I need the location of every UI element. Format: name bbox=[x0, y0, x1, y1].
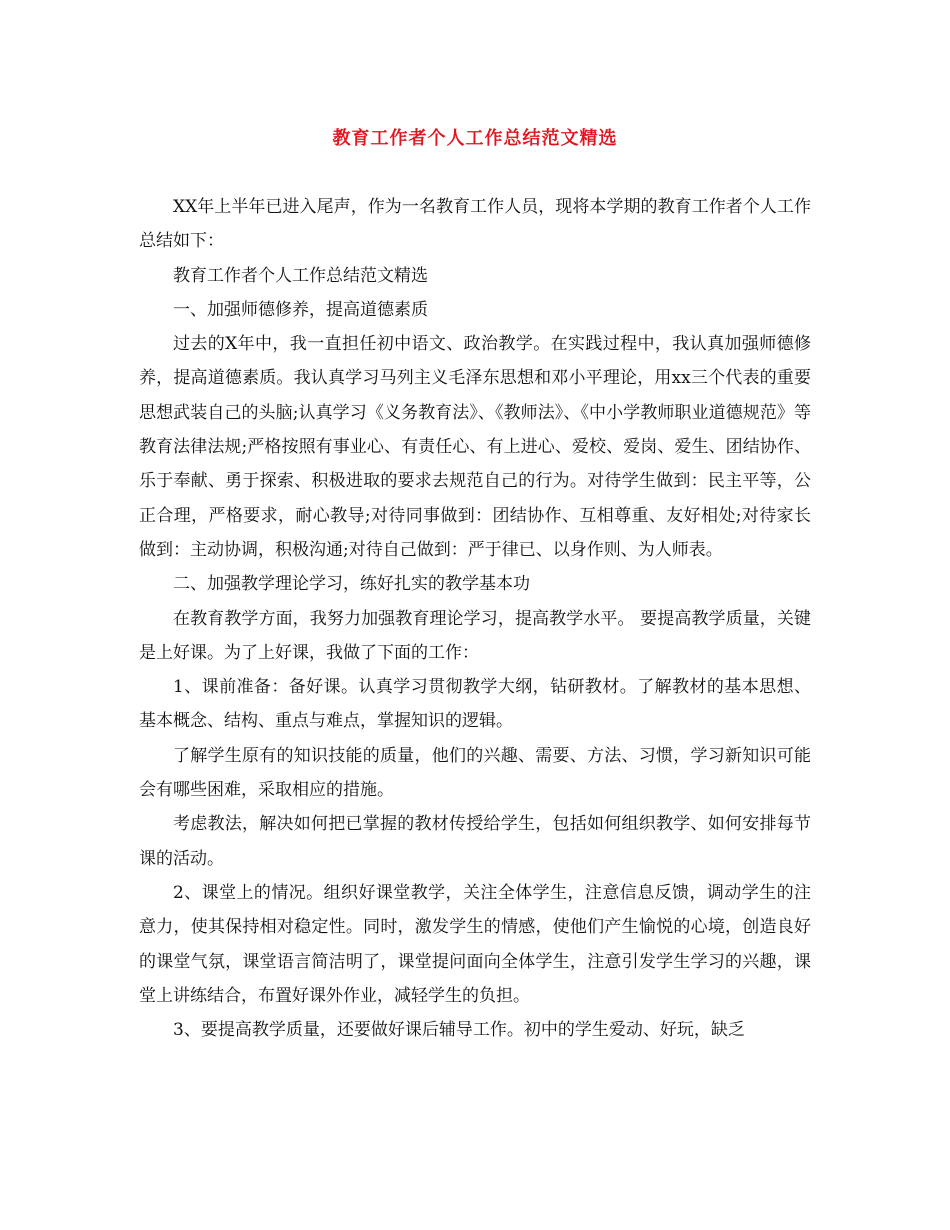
body-paragraph: 考虑教法，解决如何把已掌握的教材传授给学生，包括如何组织教学、如何安排每节课的活动。 bbox=[139, 814, 811, 869]
section-heading-2: 二、加强教学理论学习，练好扎实的教学基本功 bbox=[173, 574, 530, 595]
body-paragraph: 1、课前准备：备好课。认真学习贯彻教学大纲，钻研教材。了解教材的基本思想、基本概念、结构、重点与难点，掌握知识的逻辑。 bbox=[139, 677, 811, 732]
body-paragraph: 2、课堂上的情况。组织好课堂教学，关注全体学生，注意信息反馈，调动学生的注意力，使其保持相对稳定性。同时，激发学生的情感，使他们产生愉悦的心境，创造良好的课堂气氛，课堂语言简洁明了，课堂提问面向全体学生，注意引发学生学习的兴趣，课堂上讲练结合，布置好课外作业，减轻学生的负担。 bbox=[139, 882, 811, 1006]
body-paragraph: 3、要提高教学质量，还要做好课后辅导工作。初中的学生爱动、好玩，缺乏 bbox=[173, 1020, 745, 1041]
intro-paragraph: XX年上半年已进入尾声，作为一名教育工作人员，现将本学期的教育工作者个人工作总结如下： bbox=[139, 197, 811, 252]
document-title: 教育工作者个人工作总结范文精选 bbox=[332, 128, 618, 149]
section-heading-1: 一、加强师德修养，提高道德素质 bbox=[173, 299, 428, 320]
document-body bbox=[139, 190, 811, 1047]
body-paragraph: 过去的X年中，我一直担任初中语文、政治教学。在实践过程中，我认真加强师德修养，提高道德素质。我认真学习马列主义毛泽东思想和邓小平理论，用xx三个代表的重要思想武装自己的头脑;认真学习《义务教育法》、《教师法》、《中小学教师职业道德规范》等教育法律法规;严格按照有事业心、有责任心、有上进心、爱校、爱岗、爱生、团结协作、乐于奉献、勇于探索、积极进取的要求去规范自己的行为。对待学生做到：民主平等，公正合理，严格要求，耐心教导;对待同事做到：团结协作、互相尊重、友好相处;对待家长做到：主动协调，积极沟通;对待自己做到：严于律已、以身作则、为人师表。 bbox=[139, 334, 811, 560]
subtitle-paragraph: 教育工作者个人工作总结范文精选 bbox=[173, 265, 428, 286]
body-paragraph: 在教育教学方面，我努力加强教育理论学习，提高教学水平。 要提高教学质量，关键是上好课。为了上好课，我做了下面的工作： bbox=[139, 608, 811, 663]
body-paragraph: 了解学生原有的知识技能的质量，他们的兴趣、需要、方法、习惯，学习新知识可能会有哪些困难，采取相应的措施。 bbox=[139, 745, 811, 801]
